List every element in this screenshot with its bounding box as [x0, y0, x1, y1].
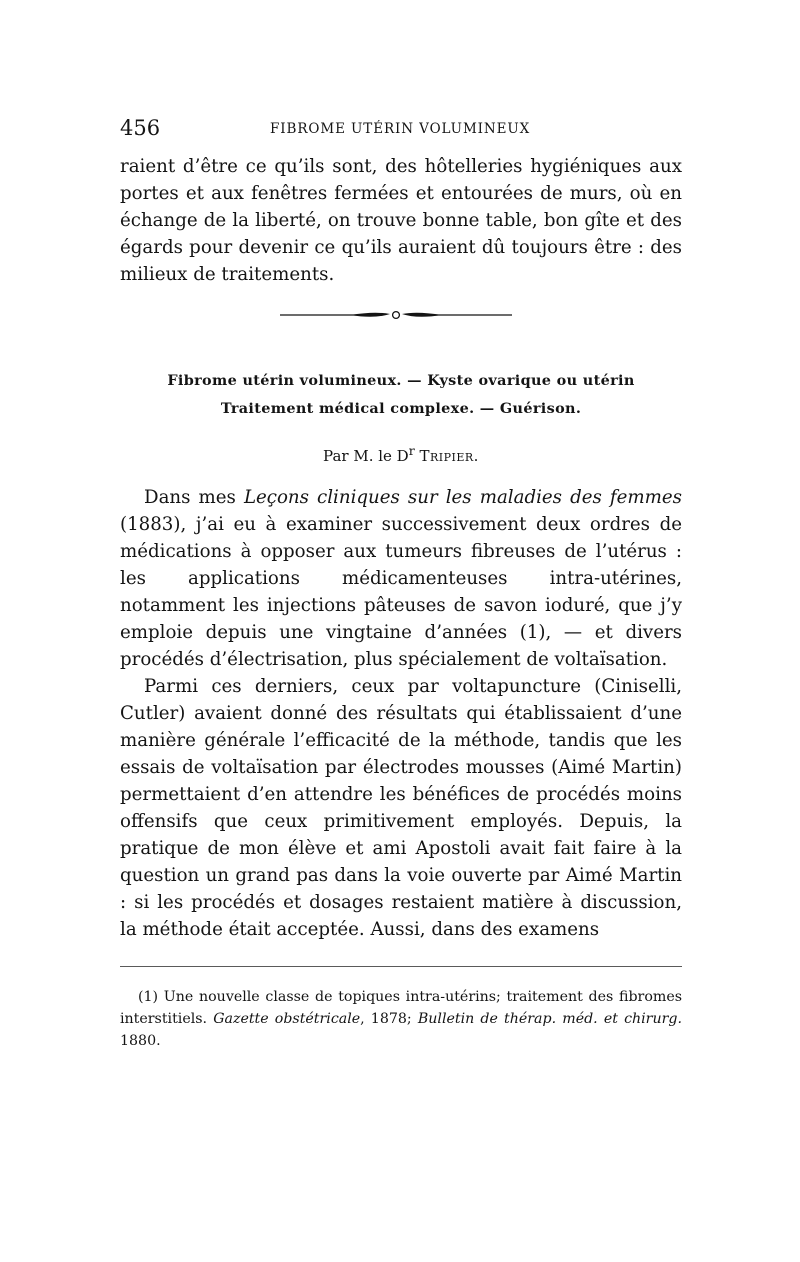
- running-title: FIBROME UTÉRIN VOLUMINEUX: [270, 121, 531, 137]
- paragraph-1-rest: (1883), j’ai eu à examiner successivement deux ordres de médications à opposer aux tumeurs fibreuses de l’utérus : les applications médicamenteuses intra-utérines, notamment les injections pâteuses de savon ioduré, que j’y emploie depuis une vingtaine d’années (1), — et divers procédés d’électrisation, plus spécialement de voltaïsation.: [120, 514, 682, 670]
- footnote-part-1: (1) Une nouvelle classe de topiques intra-utérins; traitement des fibromes interstitiels.: [120, 989, 682, 1027]
- footnote-1: [120, 986, 682, 1052]
- author-title-superscript: r: [408, 443, 415, 458]
- ornament-taper-left: [350, 313, 390, 317]
- footnote-part-2: , 1878;: [360, 1011, 418, 1027]
- footnote: [120, 986, 682, 1052]
- paragraph-1-lead: Dans mes: [144, 487, 244, 508]
- paragraph-1: [120, 484, 682, 673]
- page-number: 456: [120, 116, 161, 140]
- section-title-line-2: Traitement médical complexe. — Guérison.: [220, 400, 582, 417]
- book-title-citation: Leçons cliniques sur les maladies des femmes: [243, 487, 682, 508]
- section-ornament: [280, 305, 512, 325]
- running-head: [120, 115, 682, 141]
- author-prefix: Par M. le D: [323, 447, 409, 465]
- author-byline: [120, 441, 682, 466]
- opening-paragraph: raient d’être ce qu’ils sont, des hôtelleries hygiéniques aux portes et aux fenêtres fermées et entourées de murs, où en échange de la liberté, on trouve bonne table, bon gîte et des égards pour devenir ce qu’ils auraient dû toujours être : des milieux de traitements.: [120, 156, 682, 285]
- footnote-part-3: 1880.: [120, 1033, 161, 1049]
- opening-paragraph-block: [120, 153, 682, 288]
- ornament-center-ring: [393, 312, 400, 319]
- footnote-journal-2: Bulletin de thérap. méd. et chirurg.: [417, 1011, 682, 1027]
- author-name: Tripier.: [419, 447, 479, 465]
- section-title-line-1: Fibrome utérin volumineux. — Kyste ovarique ou utérin: [167, 372, 635, 389]
- paragraph-2: Parmi ces derniers, ceux par voltapuncture (Ciniselli, Cutler) avaient donné des résultats qui établissaient d’une manière générale l’efficacité de la méthode, tandis que les essais de voltaïsation par électrodes mousses (Aimé Martin) permettaient d’en attendre les bénéfices de procédés moins offensifs que ceux primitivement employés. Depuis, la pratique de mon élève et ami Apostoli avait fait faire à la question un grand pas dans la voie ouverte par Aimé Martin : si les procédés et dosages restaient matière à discussion, la méthode était acceptée. Aussi, dans des examens: [120, 676, 682, 940]
- footnote-journal-1: Gazette obstétricale: [213, 1011, 361, 1027]
- footnote-rule: [120, 966, 682, 967]
- section-body: [120, 484, 682, 943]
